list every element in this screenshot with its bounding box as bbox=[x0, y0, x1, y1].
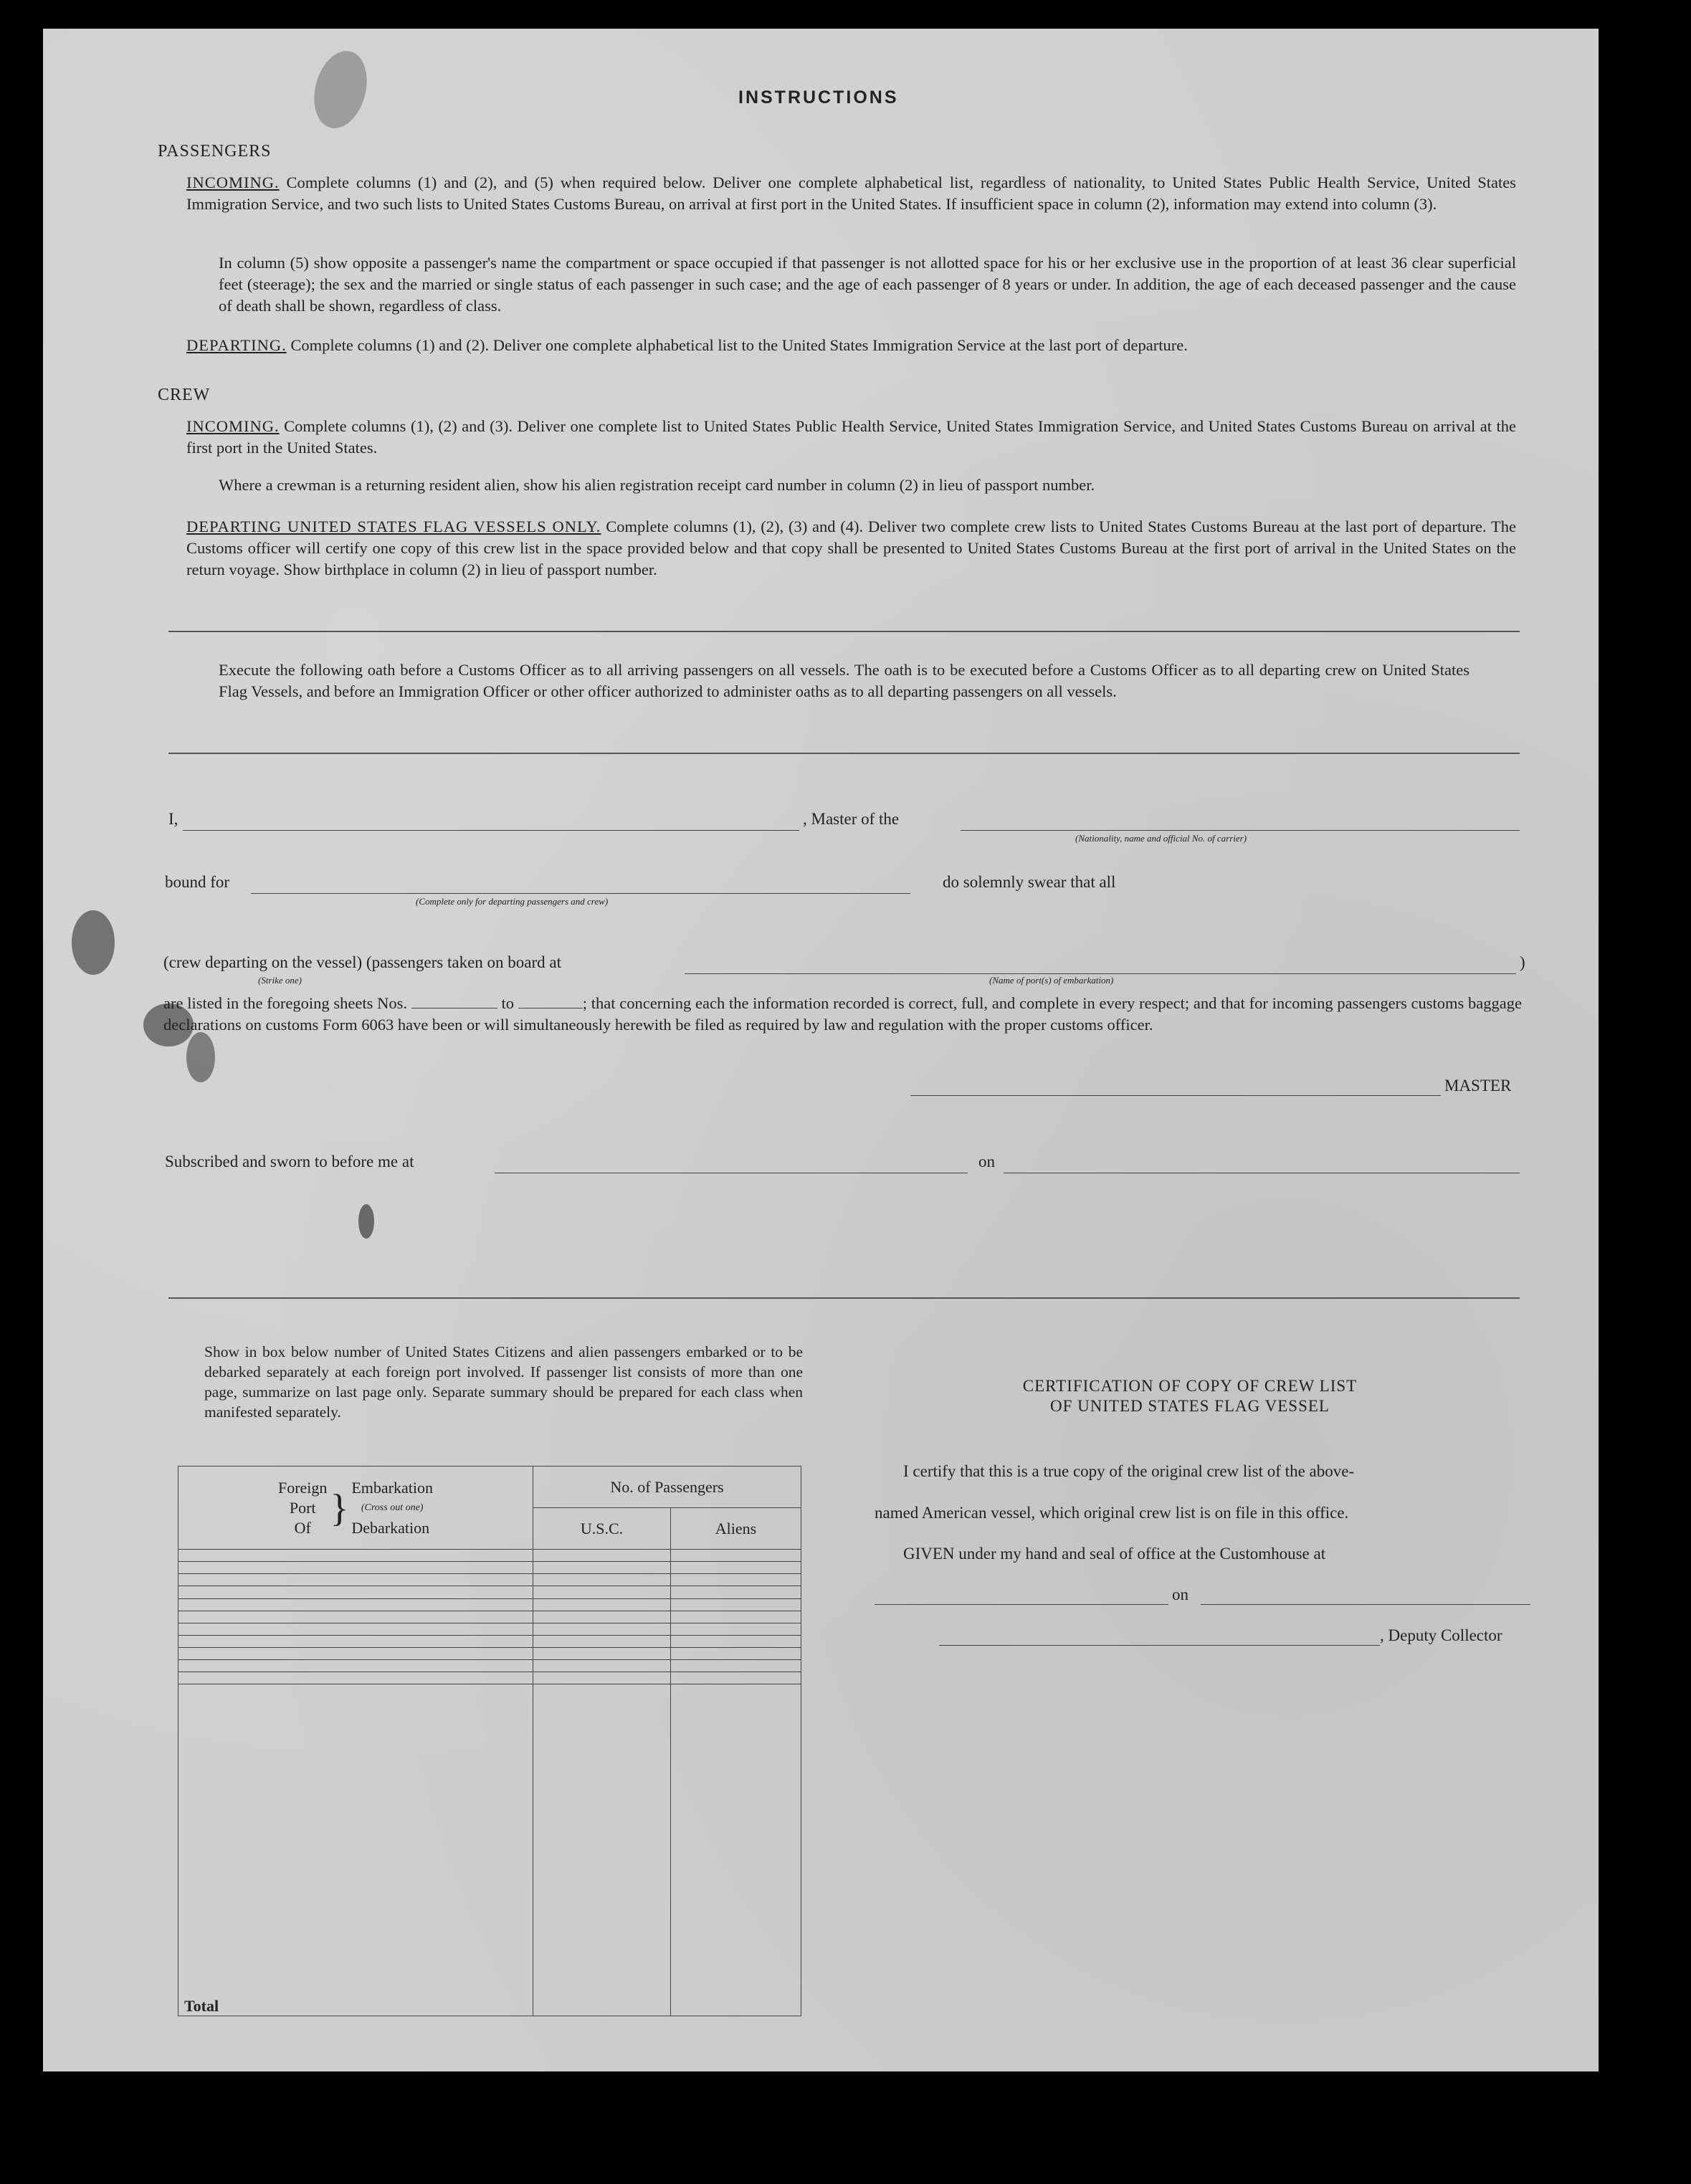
debarkation-label: Debarkation bbox=[351, 1518, 430, 1537]
table-row[interactable] bbox=[178, 1562, 801, 1574]
divider bbox=[168, 631, 1520, 632]
listed-text-2: ; that concerning each the information recorded is correct, full, and complete in every respect; and that for incoming passengers customs baggage declarations on customs Form 6063 have been or will simultaneously herewith be filed as required by law and regulation with the proper customs officer. bbox=[163, 994, 1523, 1034]
carrier-field[interactable] bbox=[961, 830, 1520, 831]
listed-to: to bbox=[501, 994, 515, 1012]
oath-master-of: , Master of the bbox=[803, 810, 900, 828]
master-signature-field[interactable] bbox=[910, 1095, 1441, 1096]
table-row[interactable] bbox=[178, 1598, 801, 1611]
certification-title-1: CERTIFICATION OF COPY OF CREW LIST bbox=[1022, 1377, 1358, 1395]
table-row[interactable] bbox=[178, 1672, 801, 1684]
passenger-summary-table bbox=[178, 1466, 801, 2016]
complete-only-hint: (Complete only for departing passengers and crew) bbox=[416, 896, 609, 907]
oath-i-label: I, bbox=[168, 810, 178, 828]
summary-instructions: Show in box below number of United States Citizens and alien passengers embarked or to be debarked separately at each foreign port involved. If passenger list consists of more than one page, summarize on last page only. Separate summary should be prepared for each class when manifested separately. bbox=[204, 1343, 803, 1421]
table-row[interactable] bbox=[178, 1648, 801, 1660]
crew-incoming-text: Complete columns (1), (2) and (3). Deliver one complete list to United States Public Health Service, United States Immigration Service, and United States Customs Bureau on arrival at the first port in the United States. bbox=[186, 417, 1517, 457]
ink-smudge bbox=[186, 1032, 215, 1082]
divider bbox=[168, 753, 1520, 754]
table-row[interactable] bbox=[178, 1611, 801, 1623]
total-label: Total bbox=[178, 1684, 533, 2016]
oath-intro: Execute the following oath before a Customs Officer as to all arriving passengers on all vessels. The oath is to be executed before a Customs Officer as to all departing crew on United States Flag Vessels, and before an Immigration Officer or other officer authorized to administer oaths as to all departing passengers on all vessels. bbox=[219, 661, 1469, 700]
deputy-collector-label: , Deputy Collector bbox=[1380, 1626, 1502, 1644]
oath-listed bbox=[163, 993, 1522, 1036]
passengers-departing-lead: DEPARTING. bbox=[186, 336, 287, 354]
certification-text-3: GIVEN under my hand and seal of office at the Customhouse at bbox=[903, 1545, 1326, 1563]
brace: } bbox=[330, 1486, 349, 1530]
table-row[interactable] bbox=[178, 1574, 801, 1586]
crew-incoming bbox=[186, 416, 1516, 459]
crew-departing bbox=[186, 516, 1516, 581]
aliens-header: Aliens bbox=[671, 1508, 801, 1550]
ink-smudge bbox=[358, 1204, 374, 1239]
table-row[interactable] bbox=[178, 1635, 801, 1647]
subscribed-label: Subscribed and sworn to before me at bbox=[165, 1153, 414, 1170]
table-row[interactable] bbox=[178, 1660, 801, 1672]
bound-for-label: bound for bbox=[165, 873, 230, 891]
close-paren: ) bbox=[1520, 953, 1525, 971]
customhouse-field[interactable] bbox=[875, 1604, 1168, 1605]
table-row[interactable] bbox=[178, 1550, 801, 1562]
embarkation-label: Embarkation bbox=[351, 1478, 433, 1497]
passengers-departing bbox=[186, 335, 1516, 356]
nationality-hint: (Nationality, name and official No. of carrier) bbox=[1075, 833, 1247, 844]
divider bbox=[168, 1297, 1520, 1299]
of-label: Of bbox=[294, 1518, 311, 1537]
swear-label: do solemnly swear that all bbox=[943, 873, 1116, 891]
passengers-incoming-text: Complete columns (1) and (2), and (5) when required below. Deliver one complete alphabetical list, regardless of nationality, to United States Public Health Service, United States Immigration Service, and two such lists to United States Customs Bureau, on arrival at first port in the United States. If insufficient space in column (2), information may extend into column (3). bbox=[186, 173, 1517, 213]
master-label: MASTER bbox=[1444, 1077, 1512, 1095]
total-row[interactable] bbox=[178, 1684, 801, 2016]
certification-text-2: named American vessel, which original crew list is on file in this office. bbox=[875, 1504, 1349, 1522]
crew-departing-text: Complete columns (1), (2), (3) and (4). Deliver two complete crew lists to United States Customs Bureau at the last port of departure. The Customs officer will certify one copy of this crew list in the space provided below and that copy shall be presented to United States Customs Bureau at the first port of arrival in the United States on the return voyage. Show birthplace in column (2) in lieu of passport number. bbox=[186, 518, 1516, 578]
port-label: Port bbox=[289, 1498, 316, 1517]
crew-departing-label: (crew departing on the vessel) (passengers taken on board at bbox=[163, 953, 561, 971]
crew-resident-alien: Where a crewman is a returning resident alien, show his alien registration receipt card number in column (2) in lieu of passport number. bbox=[219, 476, 1095, 494]
foreign-label: Foreign bbox=[277, 1478, 328, 1497]
table-row[interactable] bbox=[178, 1586, 801, 1598]
passengers-departing-text: Complete columns (1) and (2). Deliver one complete alphabetical list to the United States Immigration Service at the last port of departure. bbox=[290, 336, 1188, 354]
ink-smudge bbox=[72, 910, 115, 975]
passengers-incoming bbox=[186, 172, 1516, 215]
deputy-signature-field[interactable] bbox=[939, 1645, 1380, 1646]
strike-one-hint: (Strike one) bbox=[258, 975, 303, 986]
usc-header: U.S.C. bbox=[533, 1508, 671, 1550]
crew-departing-lead: DEPARTING UNITED STATES FLAG VESSELS ONLY. bbox=[186, 518, 601, 535]
port-header bbox=[178, 1467, 533, 1550]
certification-title-2: OF UNITED STATES FLAG VESSEL bbox=[1050, 1397, 1330, 1415]
no-passengers-header: No. of Passengers bbox=[533, 1467, 801, 1508]
bound-for-field[interactable] bbox=[251, 893, 910, 894]
certification-title bbox=[903, 1376, 1477, 1416]
ports-field[interactable] bbox=[685, 973, 1516, 974]
table-row[interactable] bbox=[178, 1623, 801, 1635]
cert-date-field[interactable] bbox=[1201, 1604, 1530, 1605]
page-title: INSTRUCTIONS bbox=[738, 87, 899, 108]
crew-heading: CREW bbox=[158, 386, 211, 404]
ports-hint: (Name of port(s) of embarkation) bbox=[989, 975, 1114, 986]
passengers-column5: In column (5) show opposite a passenger's name the compartment or space occupied if that passenger is not allotted space for his or her exclusive use in the proportion of at least 36 clear superficial feet (steerage); the sex and the married or single status of each passenger in such case; and the age of each passenger of 8 years or under. In addition, the age of each deceased passenger and the cause of death shall be shown, regardless of class. bbox=[219, 254, 1516, 315]
listed-text-1: are listed in the foregoing sheets Nos. bbox=[163, 994, 408, 1012]
master-name-field[interactable] bbox=[183, 830, 799, 831]
sworn-on-label: on bbox=[978, 1153, 995, 1170]
crew-incoming-lead: INCOMING. bbox=[186, 417, 280, 435]
certification-text-1: I certify that this is a true copy of the original crew list of the above- bbox=[903, 1462, 1355, 1480]
cross-out-hint: (Cross out one) bbox=[361, 1502, 424, 1513]
ink-smudge bbox=[306, 45, 375, 134]
passengers-incoming-lead: INCOMING. bbox=[186, 173, 280, 191]
form-page bbox=[43, 29, 1599, 2071]
passengers-heading: PASSENGERS bbox=[158, 142, 272, 161]
cert-on-label: on bbox=[1172, 1585, 1189, 1603]
